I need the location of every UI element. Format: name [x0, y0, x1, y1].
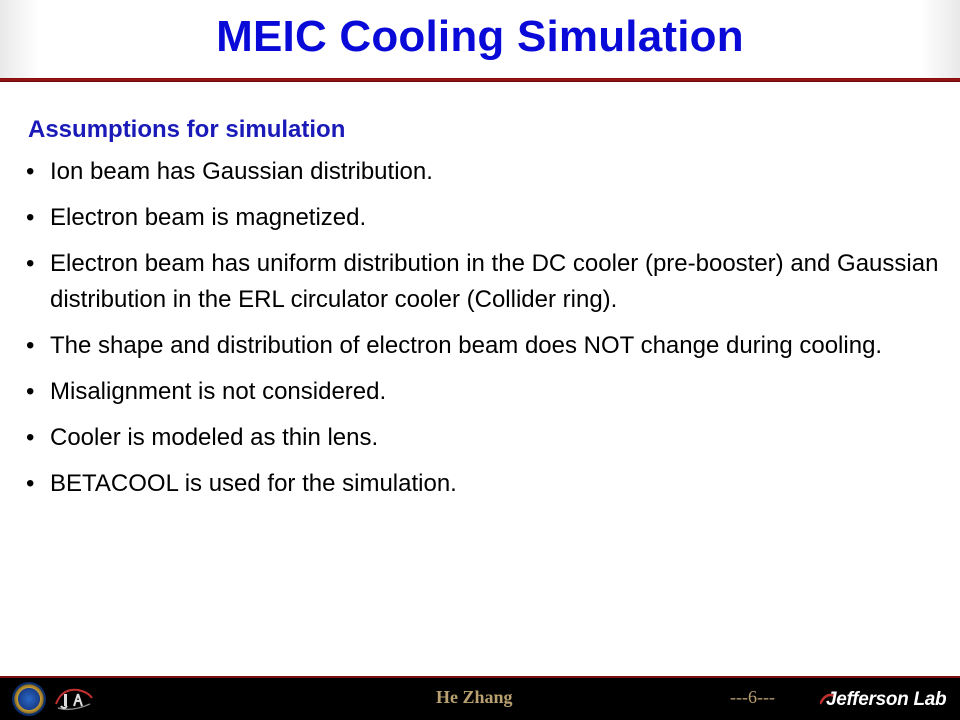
bullet-text: The shape and distribution of electron beam does NOT change during cooling.	[50, 332, 883, 359]
bullet-icon: •	[26, 250, 35, 277]
bullet-item	[26, 420, 946, 456]
bullet-text: Electron beam is magnetized.	[50, 204, 367, 231]
bullet-text: Ion beam has Gaussian distribution.	[50, 158, 433, 185]
section-heading: Assumptions for simulation	[28, 116, 346, 143]
jsa-logo-icon	[52, 684, 96, 714]
bullet-text: BETACOOL is used for the simulation.	[50, 470, 457, 497]
bullet-text: Cooler is modeled as thin lens.	[50, 424, 379, 451]
bullet-icon: •	[26, 378, 35, 405]
bullet-icon: •	[26, 204, 35, 231]
bullet-item	[26, 246, 946, 318]
bullet-icon: •	[26, 470, 35, 497]
page-number: ---6---	[730, 687, 775, 707]
footer-author: He Zhang	[436, 687, 513, 707]
bullet-icon: •	[26, 158, 35, 185]
bullet-item	[26, 466, 946, 502]
bullet-item	[26, 154, 946, 190]
slide-body	[26, 112, 946, 512]
footer-divider	[0, 676, 960, 678]
bullet-item	[26, 328, 946, 364]
doe-seal-icon	[12, 682, 46, 716]
bullet-item	[26, 374, 946, 410]
bullet-text: Electron beam has uniform distribution in the DC cooler (pre-booster) and Gaussian distribution in the ERL circulator cooler (Collider ring).	[50, 250, 939, 313]
title-divider	[0, 78, 960, 82]
bullet-list	[26, 154, 946, 502]
bullet-item	[26, 200, 946, 236]
jefferson-lab-logo-text: Jefferson Lab	[826, 689, 947, 710]
bullet-icon: •	[26, 332, 35, 359]
bullet-text: Misalignment is not considered.	[50, 378, 387, 405]
slide-title: MEIC Cooling Simulation	[216, 12, 744, 61]
bullet-icon: •	[26, 424, 35, 451]
